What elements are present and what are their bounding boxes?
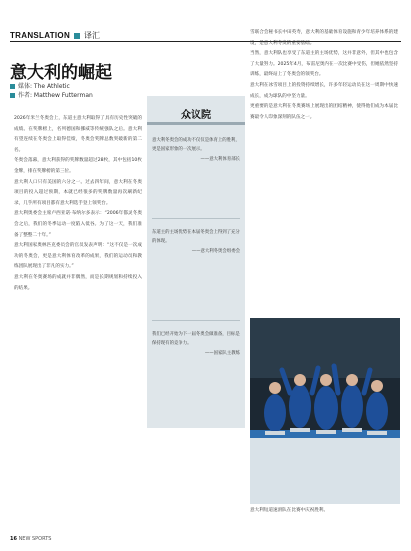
paragraph: 当然，意大利队也享受了东道主的主场优势，这并非意外，但其中也包含了大量努力。2025年4月，布雷尼奥内在一次比赛中受伤，但她依然坚持训练，最终站上了冬奥会的领奖台。 [250,51,398,78]
quote-text: 东道主的主场优势在本届冬奥会上得到了充分的体现。 [152,230,240,244]
translator-line: 作者: Matthew Futterman [10,91,93,100]
bullet-icon [10,93,15,98]
body-column-1 [14,114,142,294]
paragraph: 冬奥会落幕，意大利获得的奖牌数量超过28枚，其中包括10枚金牌，排在奖牌榜的第三位。 [14,158,142,174]
quote-source: ——意大利冬奥会组委会 [191,249,240,254]
quote-separator [152,320,240,321]
article-title: 意大利的崛起 [10,63,112,83]
quote-source: ——意大利体育部长 [200,157,240,162]
sidebar-heading: 众议院 [181,110,211,121]
team-photo [250,318,400,504]
page-number: 16 [10,536,17,542]
paragraph: 更重要的是意大利在冬奥赛场上展现出的团结精神，使得他们成为本届比赛最令人印象深刻的队伍之一。 [250,104,398,120]
sidebar-quote [152,228,240,256]
photo-caption: 意大利短道速滑队在比赛中庆祝胜利。 [250,508,329,513]
section-marker-icon [74,33,80,39]
sidebar-quote [152,330,240,358]
bullet-icon [10,84,15,89]
quote-text: 意大利冬奥会的成功不仅仅是体育上的胜利，更是国家形象的一次展示。 [152,138,240,152]
sidebar-quote [152,136,240,164]
paragraph: 意大利奥委会主席卢西亚诺·布纳尔多表示：“2006年都灵冬奥会之后，我们的冬季运动一度陷入低谷。为了这一天，我们准备了整整二十年。” [14,211,142,238]
paragraph: 意大利国家奥林匹克委员会的官员发表声明：“这不仅是一次成功的冬奥会，更是意大利体育改革的成果，我们的运动员和教练团队展现出了非凡的实力。” [14,243,142,270]
quote-sidebar [147,96,245,428]
section-label-cn: 译汇 [84,31,101,40]
quote-text: 我们已经开始为下一届冬奥会做准备，目标是保持现有的竞争力。 [152,332,240,346]
byline [10,82,93,100]
paragraph: 意大利人口只有美国的六分之一。过去四年间，意大利在冬奥项目的投入超过预期，本就已经很多的奖牌数量再次刷新纪录，几乎所有项目都有意大利选手登上领奖台。 [14,179,142,206]
paragraph: 意大利在冰雪项目上的投资持续增长，许多年轻运动员在这一周期中快速成长，成为球队的中坚力量。 [250,82,398,99]
source-line: 媒体: The Athletic [10,82,93,91]
section-label-en: TRANSLATION [10,31,71,40]
sidebar-bar [147,122,245,125]
body-column-3 [250,28,398,123]
page-footer [10,536,51,542]
paragraph: 意大利在冬奥赛场的成就并非偶然，而是长期规划和持续投入的结果。 [14,274,142,291]
magazine-name: NEW SPORTS [18,536,52,542]
paragraph: 雪联合会秘书长中田英寿，意大利的基础体育设施和青少年培养体系的建设，是意大利冬奥的重要基础。 [250,30,398,46]
paragraph: 2026年米兰冬奥会上，东道主意大利取得了具有历史性突破的成绩。在奖牌榜上，名列德国和挪威等传统强队之后。意大利有望连续在冬奥会上取得佳绩，冬奥会奖牌总数突破新的第二名。 [14,116,142,153]
quote-source: ——国家队主教练 [204,351,240,356]
section-header [10,30,100,41]
skaters-illustration [250,318,400,504]
quote-separator [152,218,240,219]
